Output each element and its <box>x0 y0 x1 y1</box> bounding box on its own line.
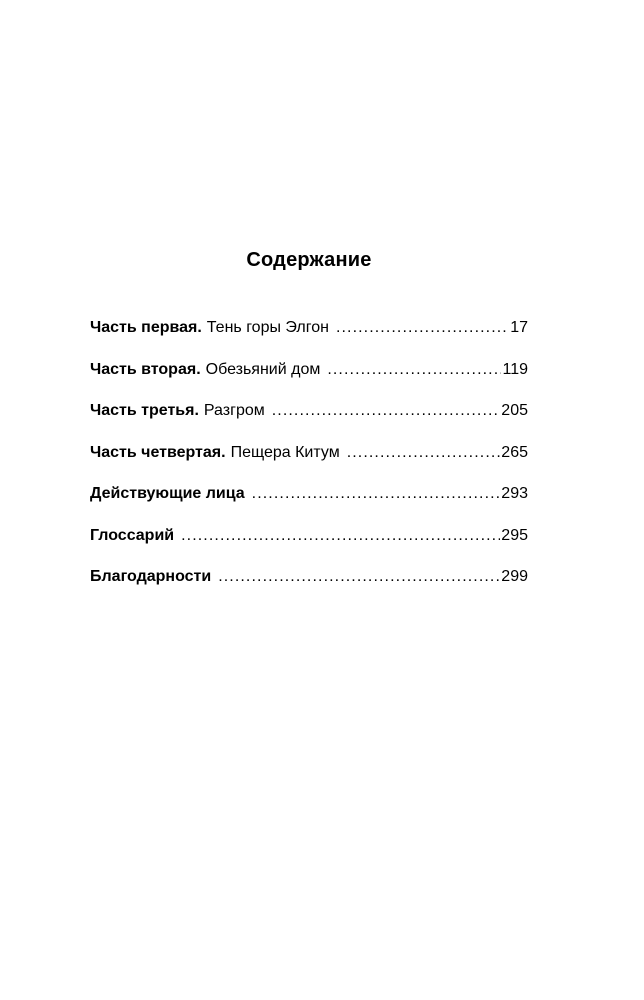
table-of-contents <box>90 244 528 608</box>
entry-section-label: Действующие лица <box>90 485 245 502</box>
entry-title: Обезьяний дом <box>205 360 321 378</box>
dot-leader <box>218 566 500 588</box>
dot-leader <box>252 483 501 505</box>
toc-entry-part-four[interactable] <box>90 442 528 484</box>
dot-leader <box>336 317 509 339</box>
entry-part-label: Часть вторая. <box>90 360 201 378</box>
toc-entry-acknowledgements[interactable] <box>90 566 528 608</box>
entry-part-label: Часть четвертая. <box>90 443 226 461</box>
dot-leader <box>327 359 501 381</box>
toc-list <box>90 317 528 608</box>
dot-leader <box>181 525 500 547</box>
entry-page-number: 265 <box>501 443 528 461</box>
entry-page-number: 293 <box>501 485 528 502</box>
entry-part-label: Часть третья. <box>90 402 199 419</box>
entry-page-number: 119 <box>502 360 528 378</box>
toc-entry-characters[interactable] <box>90 483 528 525</box>
entry-section-label: Глоссарий <box>90 526 175 544</box>
entry-title: Пещера Китум <box>230 443 340 461</box>
entry-page-number: 295 <box>501 526 528 544</box>
entry-page-number: 205 <box>501 402 528 419</box>
entry-page-number: 17 <box>510 319 528 336</box>
dot-leader <box>347 442 501 464</box>
toc-entry-part-two[interactable] <box>90 359 528 401</box>
dot-leader <box>272 400 501 422</box>
entry-part-label: Часть первая. <box>90 319 202 336</box>
toc-entry-part-one[interactable] <box>90 317 528 359</box>
entry-page-number: 299 <box>501 568 528 585</box>
toc-entry-part-three[interactable] <box>90 400 528 442</box>
toc-title: Содержание <box>246 249 372 271</box>
toc-entry-glossary[interactable] <box>90 525 528 567</box>
entry-title: Разгром <box>203 402 265 419</box>
entry-section-label: Благодарности <box>90 568 212 585</box>
entry-title: Тень горы Элгон <box>206 319 329 336</box>
